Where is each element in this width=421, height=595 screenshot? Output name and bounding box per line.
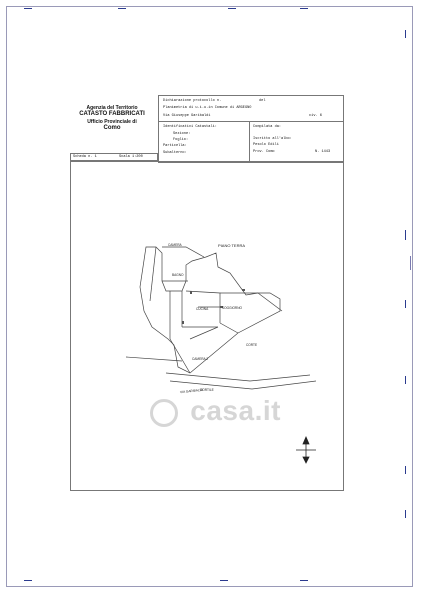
prov-label: Prov. Como	[253, 150, 275, 154]
dichiarazione-label: Dichiarazione protocollo n.	[163, 99, 222, 103]
office-label: Ufficio Provinciale di	[87, 118, 137, 125]
margin-tick	[405, 510, 406, 518]
planimetria-line: Planimetria di u.i.u.in Comune di ARGEGNO	[163, 106, 252, 110]
room-label-camera2: CAMERA 2	[192, 357, 209, 361]
room-label-cucina: CUCINA	[196, 307, 209, 311]
sezione-label: Sezione:	[173, 132, 191, 136]
margin-tick	[405, 300, 406, 308]
margin-tick	[118, 8, 126, 9]
plan-scale: Scala 1:200	[119, 155, 143, 159]
info-divider	[159, 121, 343, 122]
subalterno-label: Subalterno:	[163, 151, 187, 155]
margin-marker	[410, 256, 415, 270]
address-street: Via Giuseppe Garibaldi	[163, 114, 211, 118]
margin-tick	[300, 8, 308, 9]
agency-name: Agenzia del Territorio	[86, 105, 138, 111]
dichiarazione-del: del	[259, 99, 266, 103]
north-arrow	[296, 437, 316, 463]
margin-tick	[405, 230, 406, 240]
plan-header	[70, 153, 158, 161]
margin-tick	[405, 466, 406, 474]
address-civ: civ. 6	[309, 114, 322, 118]
floor-plan-drawing	[70, 161, 344, 491]
foglio-label: Foglio:	[173, 138, 189, 142]
office-city: Como	[103, 125, 121, 131]
register-number: N. 1443	[315, 150, 331, 154]
compiler-name: Pesolo Edili	[253, 143, 279, 147]
compilata-label: Compilata da:	[253, 125, 282, 129]
room-label-camera: CAMERA	[168, 243, 182, 247]
scheda-number: Scheda n. 1	[73, 155, 97, 159]
watermark-logo-icon	[150, 399, 178, 427]
margin-tick	[24, 580, 32, 581]
margin-tick	[228, 8, 236, 9]
margin-tick	[300, 580, 308, 581]
margin-tick	[405, 30, 406, 38]
margin-tick	[220, 580, 228, 581]
iscritto-label: Iscritto all'albo:	[253, 137, 292, 141]
catasto-title: CATASTO FABBRICATI	[79, 111, 145, 118]
watermark-text: casa.it	[190, 395, 281, 426]
identificativi-label: Identificativi Catastali:	[163, 125, 217, 129]
room-label-cortile: CORTILE	[200, 388, 214, 392]
room-label-bagno: BAGNO	[172, 273, 184, 277]
floor-label: PIANO TERRA	[218, 243, 246, 248]
agency-block	[66, 105, 158, 133]
margin-tick	[405, 376, 406, 384]
room-label-corte: CORTE	[246, 343, 258, 347]
watermark	[150, 395, 281, 427]
info-box	[158, 95, 344, 163]
room-label-soggiorno: SOGGIORNO	[222, 306, 243, 310]
road-label: VIA GARIBALDI	[179, 387, 204, 395]
particella-label: Particella:	[163, 144, 187, 148]
margin-tick	[24, 8, 32, 9]
